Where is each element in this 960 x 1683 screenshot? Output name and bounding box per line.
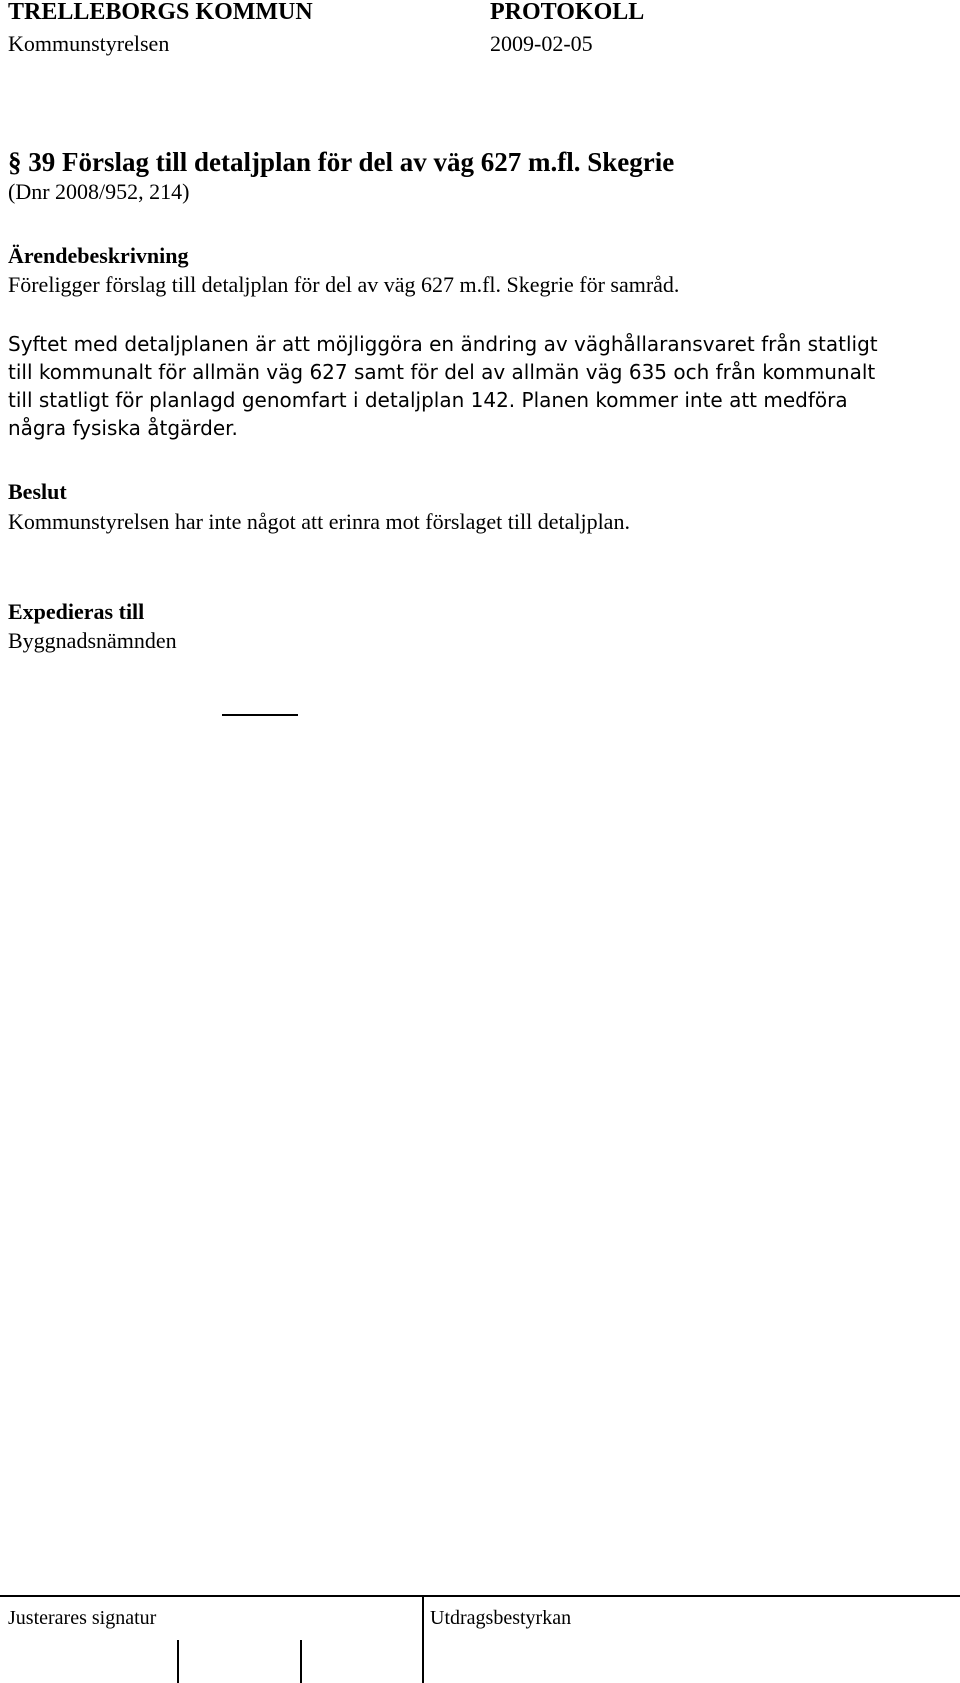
committee-name: Kommunstyrelsen xyxy=(8,31,170,56)
item-title-text: 39 Förslag till detaljplan för del av väg 627 m.fl. Skegrie xyxy=(28,147,675,177)
purpose-line-4: några fysiska åtgärder. xyxy=(8,416,238,440)
diary-number: (Dnr 2008/952, 214) xyxy=(8,179,190,204)
meeting-date: 2009-02-05 xyxy=(490,31,593,56)
description-heading: Ärendebeskrivning xyxy=(8,243,189,268)
extract-certification-label: Utdragsbestyrkan xyxy=(430,1607,572,1629)
signature-box-divider-2 xyxy=(300,1640,302,1683)
footer-divider xyxy=(422,1596,424,1683)
purpose-line-3: till statligt för planlagd genomfart i detaljplan 142. Planen kommer inte att medföra xyxy=(8,388,848,412)
municipality-name: TRELLEBORGS KOMMUN xyxy=(8,0,313,25)
signature-box-divider-1 xyxy=(177,1640,179,1683)
adjuster-signature-label: Justerares signatur xyxy=(8,1607,157,1629)
section-mark: § xyxy=(8,147,22,177)
purpose-line-2: till kommunalt för allmän väg 627 samt för del av allmän väg 635 och från kommunalt xyxy=(8,360,876,384)
dispatch-heading: Expedieras till xyxy=(8,599,145,624)
document-type: PROTOKOLL xyxy=(490,0,645,25)
decision-heading: Beslut xyxy=(8,479,67,504)
item-title xyxy=(8,146,674,178)
footer-top-rule xyxy=(0,1595,960,1597)
purpose-line-1: Syftet med detaljplanen är att möjliggöra en ändring av väghållaransvaret från statligt xyxy=(8,332,878,356)
description-intro: Föreligger förslag till detaljplan för del av väg 627 m.fl. Skegrie för samråd. xyxy=(8,272,680,297)
end-rule xyxy=(222,714,298,716)
dispatch-recipient: Byggnadsnämnden xyxy=(8,628,177,653)
decision-text: Kommunstyrelsen har inte något att erinra mot förslaget till detaljplan. xyxy=(8,509,630,534)
